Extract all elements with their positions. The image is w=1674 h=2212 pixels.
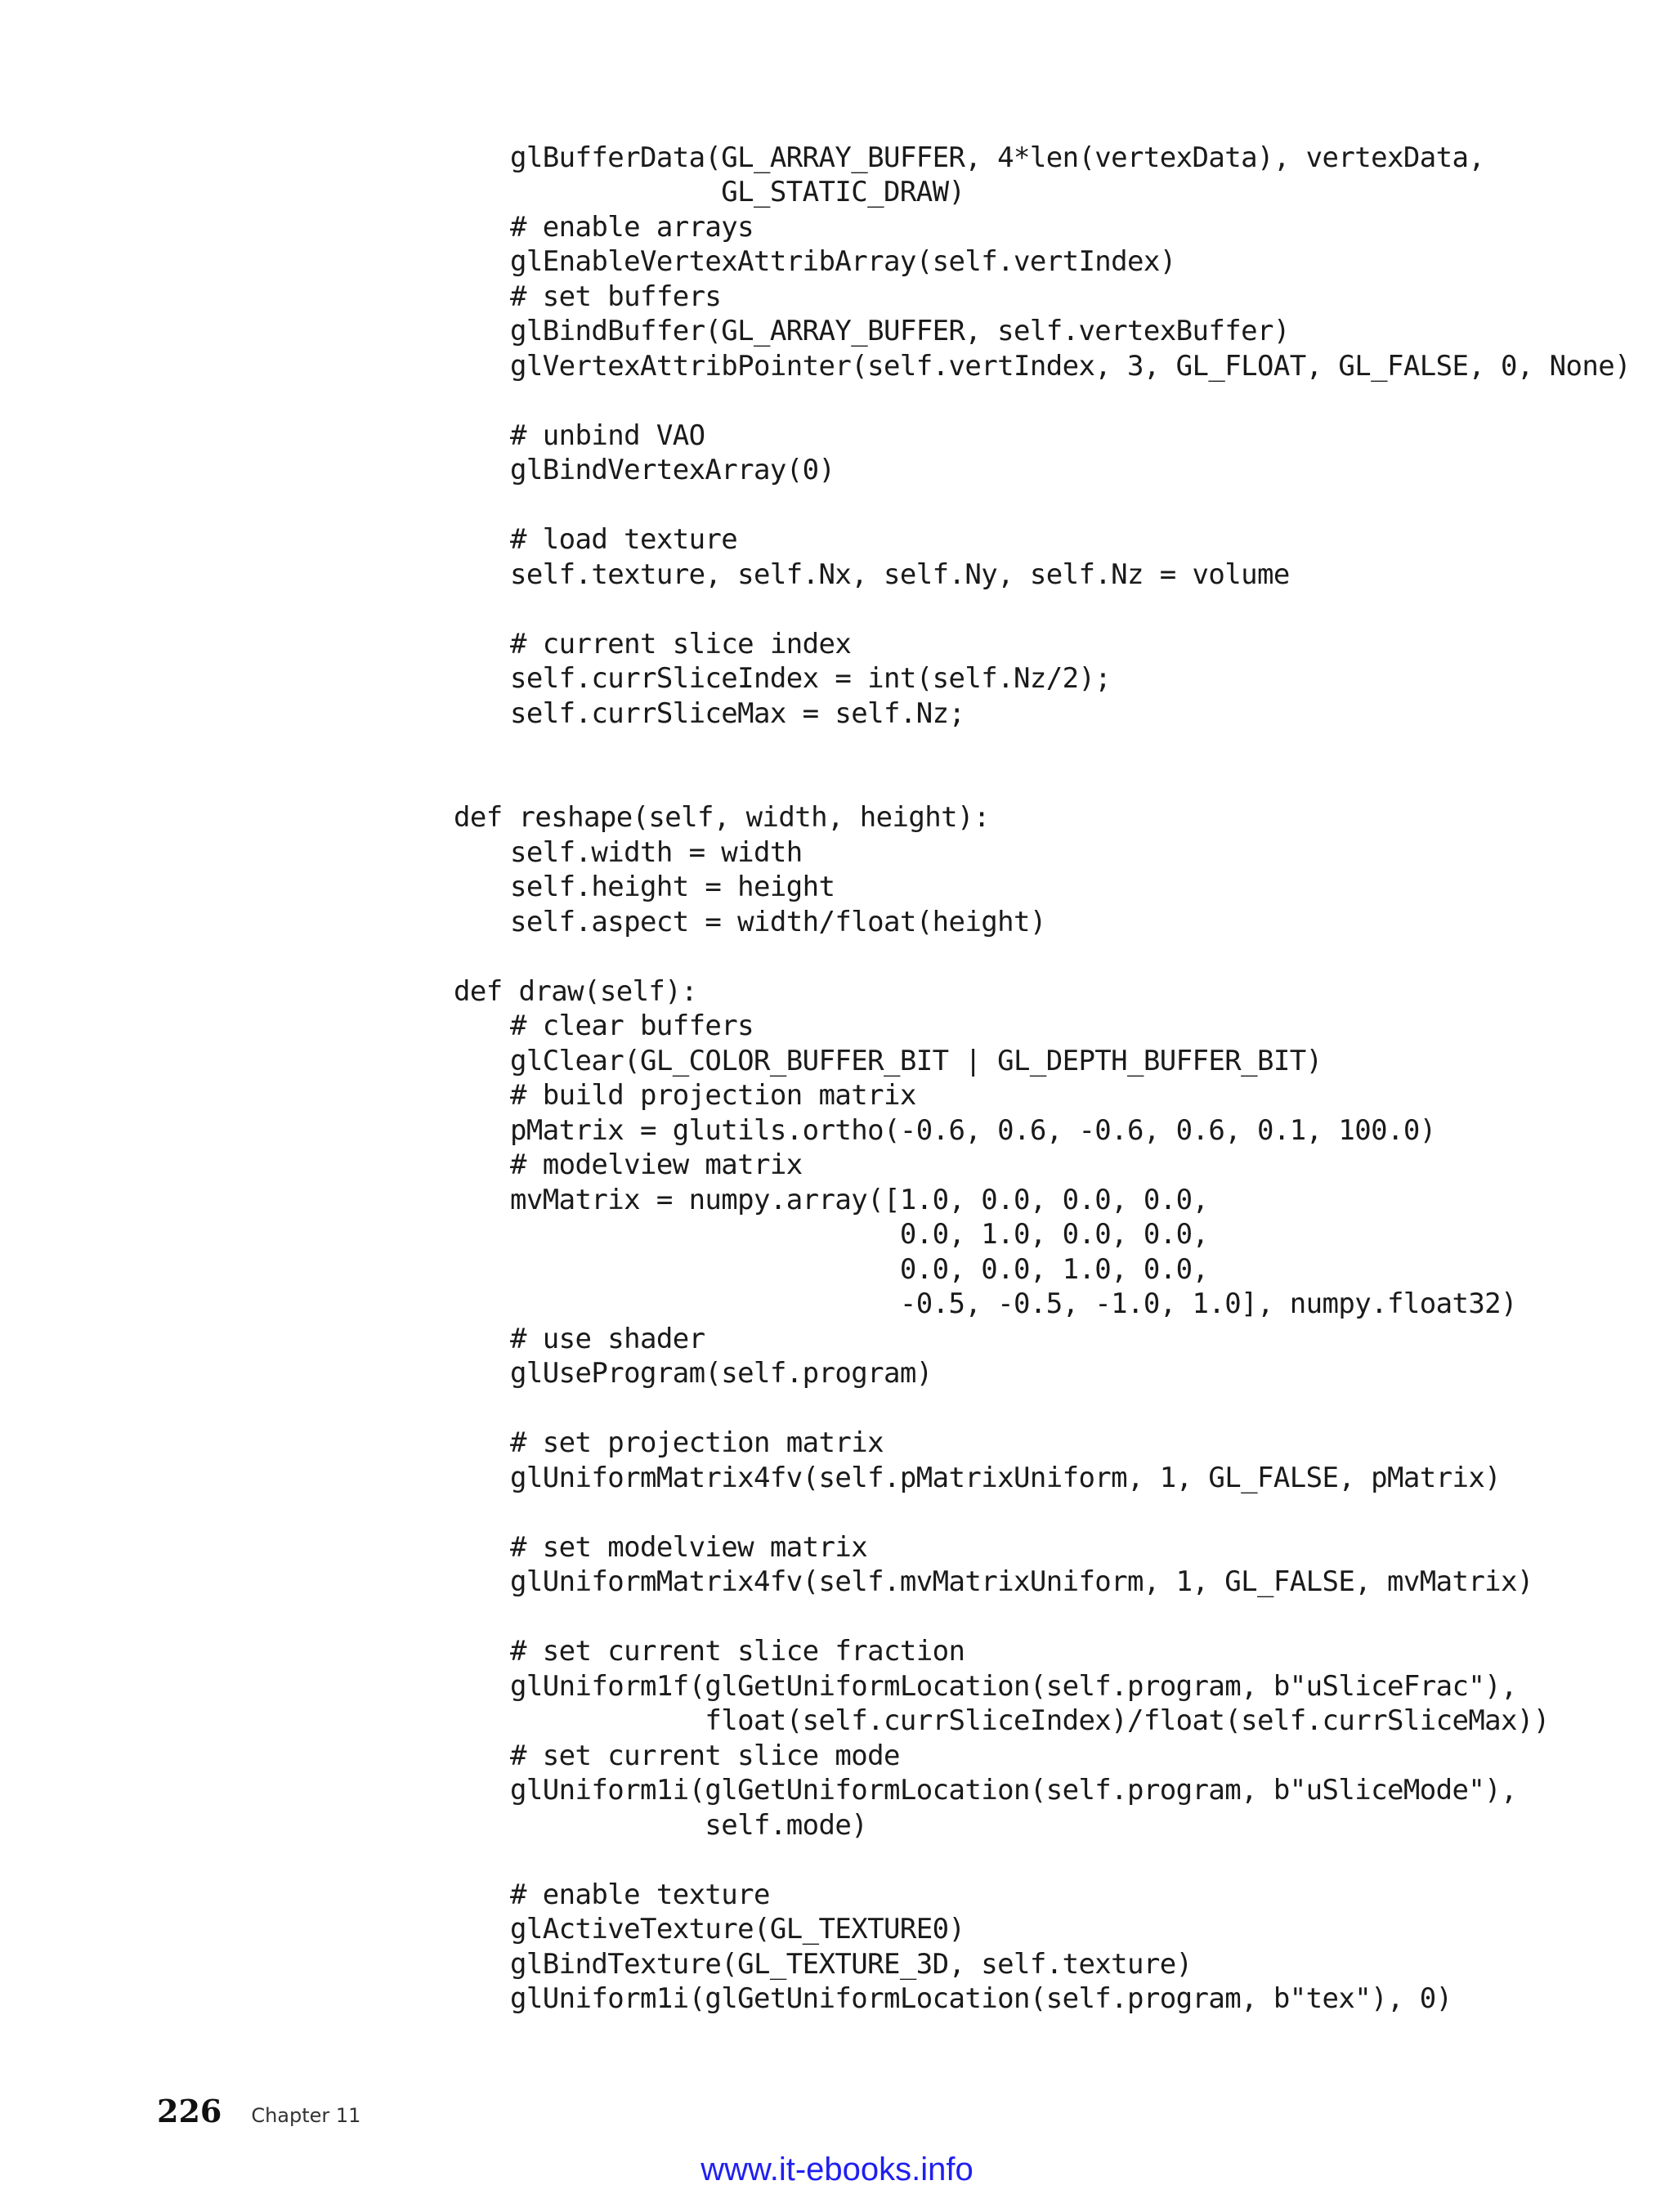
code-line: self.width = width [510,836,803,869]
code-line: glUseProgram(self.program) [510,1357,933,1390]
code-line: 0.0, 1.0, 0.0, 0.0, [510,1218,1209,1251]
code-line: # enable arrays [510,211,754,244]
code-line: glBufferData(GL_ARRAY_BUFFER, 4*len(vertexData), vertexData, [510,141,1485,174]
code-line: # set modelview matrix [510,1531,868,1564]
page-footer [157,2093,360,2130]
code-line: def draw(self): [454,975,698,1008]
code-line: glBindVertexArray(0) [510,454,835,486]
code-line: -0.5, -0.5, -1.0, 1.0], numpy.float32) [510,1287,1517,1320]
code-line: # build projection matrix [510,1079,916,1112]
code-line: self.currSliceIndex = int(self.Nz/2); [510,662,1112,695]
code-line: glActiveTexture(GL_TEXTURE0) [510,1913,965,1946]
code-line: # clear buffers [510,1010,754,1042]
code-line: # set projection matrix [510,1426,884,1459]
code-line: glUniformMatrix4fv(self.mvMatrixUniform, 1, GL_FALSE, mvMatrix) [510,1565,1533,1598]
code-line: float(self.currSliceIndex)/float(self.currSliceMax)) [510,1704,1550,1737]
code-line: # enable texture [510,1878,770,1911]
code-line: glUniform1i(glGetUniformLocation(self.program, b"tex"), 0) [510,1982,1452,2015]
code-line: GL_STATIC_DRAW) [510,176,965,208]
code-line: self.currSliceMax = self.Nz; [510,697,965,730]
chapter-label: Chapter 11 [251,2104,361,2127]
code-line: self.texture, self.Nx, self.Ny, self.Nz = volume [510,558,1290,591]
code-line: def reshape(self, width, height): [454,801,990,834]
code-line: glUniformMatrix4fv(self.pMatrixUniform, 1, GL_FALSE, pMatrix) [510,1462,1502,1494]
code-line: pMatrix = glutils.ortho(-0.6, 0.6, -0.6, 0.6, 0.1, 100.0) [510,1114,1436,1147]
code-line: 0.0, 0.0, 1.0, 0.0, [510,1253,1209,1286]
code-line: # modelview matrix [510,1149,803,1181]
code-line: # set current slice fraction [510,1635,965,1668]
code-line: glBindTexture(GL_TEXTURE_3D, self.texture) [510,1948,1193,1981]
code-line: glEnableVertexAttribArray(self.vertIndex) [510,245,1176,278]
page-number: 226 [157,2093,222,2129]
code-line: # unbind VAO [510,419,705,452]
code-line: # set current slice mode [510,1740,900,1772]
code-line: # current slice index [510,628,852,660]
code-line: # load texture [510,523,738,556]
code-line: glVertexAttribPointer(self.vertIndex, 3, GL_FLOAT, GL_FALSE, 0, None) [510,350,1631,383]
code-line: glClear(GL_COLOR_BUFFER_BIT | GL_DEPTH_BUFFER_BIT) [510,1045,1323,1077]
code-line: # use shader [510,1323,705,1355]
watermark-link[interactable]: www.it-ebooks.info [700,2152,974,2187]
code-line: glUniform1f(glGetUniformLocation(self.program, b"uSliceFrac"), [510,1670,1517,1703]
code-line: self.aspect = width/float(height) [510,906,1046,938]
code-line: mvMatrix = numpy.array([1.0, 0.0, 0.0, 0.0, [510,1184,1209,1216]
code-line: self.height = height [510,871,835,903]
code-line: # set buffers [510,280,722,313]
code-line: self.mode) [510,1809,868,1842]
code-line: glUniform1i(glGetUniformLocation(self.program, b"uSliceMode"), [510,1774,1517,1807]
code-line: glBindBuffer(GL_ARRAY_BUFFER, self.vertexBuffer) [510,315,1290,347]
